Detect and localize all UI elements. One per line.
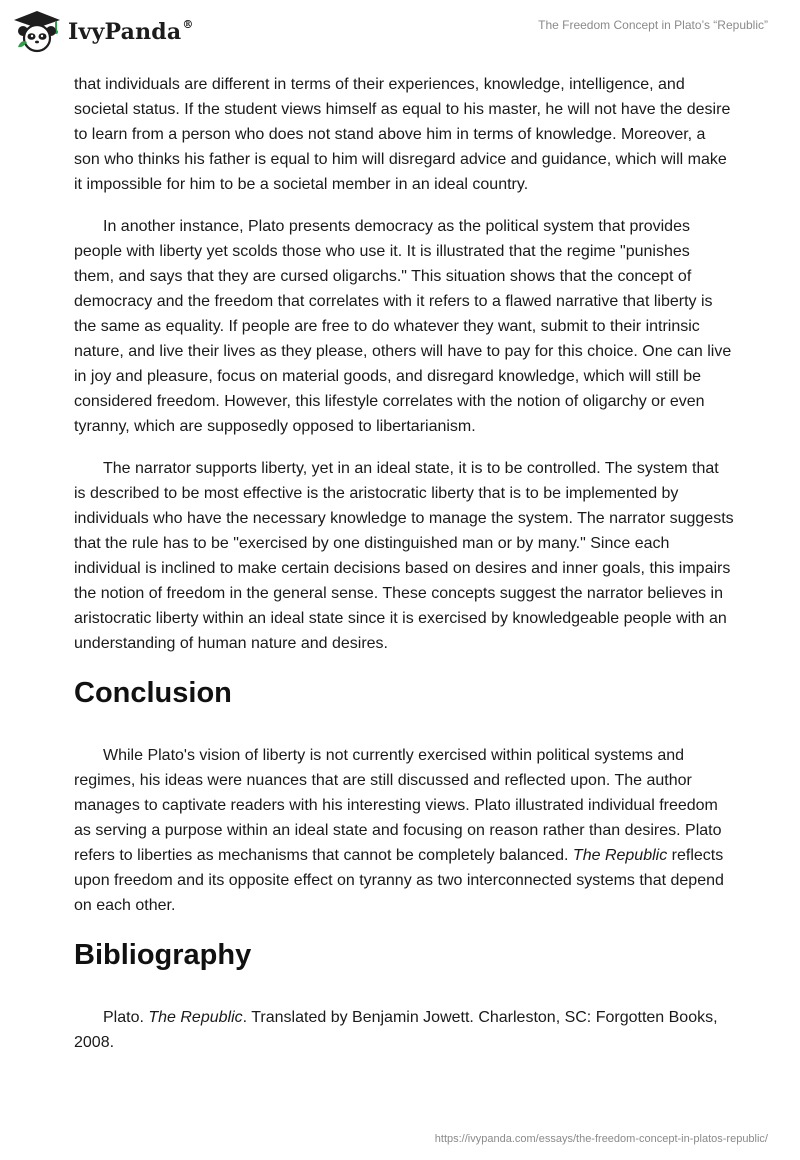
brand-name: IvyPanda® [68,17,194,45]
document-title: The Freedom Concept in Plato’s “Republic” [538,18,768,32]
logo[interactable] [12,9,194,53]
bibliography-heading: Bibliography [74,939,252,971]
essay-content [74,72,734,1055]
panda-logo-icon [12,9,62,53]
body-paragraph-3: The narrator supports liberty, yet in an ideal state, it is to be controlled. The system that is described to be most effective is the aristocratic liberty that is to be implemented by individuals who have the necessary knowledge to manage the system. The narrator suggests that the rule has to be "exercised by one distinguished man or by many." Since each individual is inclined to make certain decisions based on desires and inner goals, this impairs the notion of freedom in the general sense. These concepts suggest the narrator believes in aristocratic liberty within an ideal state since it is exercised by knowledgeable people with an understanding of human nature and desires. [74,460,734,652]
bibliography-entry: Plato. The Republic. Translated by Benjamin Jowett. Charleston, SC: Forgotten Books, 2008. [74,1009,718,1051]
body-paragraph-1: that individuals are different in terms of their experiences, knowledge, intelligence, and societal status. If the student views himself as equal to his master, he will not have the desire to learn from a person who does not stand above him in terms of knowledge. Moreover, a son who thinks his father is equal to him will disregard advice and guidance, which will make it impossible for him to be a societal member in an ideal country. [74,76,731,193]
source-url[interactable]: https://ivypanda.com/essays/the-freedom-concept-in-platos-republic/ [434,1133,768,1145]
conclusion-paragraph: While Plato's vision of liberty is not currently exercised within political systems and regimes, his ideas were nuances that are still discussed and reflected upon. The author manages to captivate readers with his interesting views. Plato illustrated individual freedom as serving a purpose within an ideal state and focusing on reason rather than desires. Plato refers to liberties as mechanisms that cannot be completely balanced. The Republic reflects upon freedom and its opposite effect on tyranny as two interconnected systems that depend on each other. [74,747,724,914]
conclusion-heading: Conclusion [74,677,232,709]
page-header [0,0,800,70]
body-paragraph-2: In another instance, Plato presents democracy as the political system that provides people with liberty yet scolds those who use it. It is illustrated that the regime "punishes them, and says that they are cursed oligarchs." This situation shows that the concept of democracy and the freedom that correlates with it refers to a flawed narrative that liberty is the same as equality. If people are free to do whatever they want, submit to their intrinsic nature, and live their lives as they please, others will have to pay for this choice. One can live in joy and pleasure, focus on material goods, and disregard knowledge, which will still be considered freedom. However, this lifestyle correlates with the notion of oligarchy or even tyranny, which are supposedly opposed to libertarianism. [74,218,732,435]
